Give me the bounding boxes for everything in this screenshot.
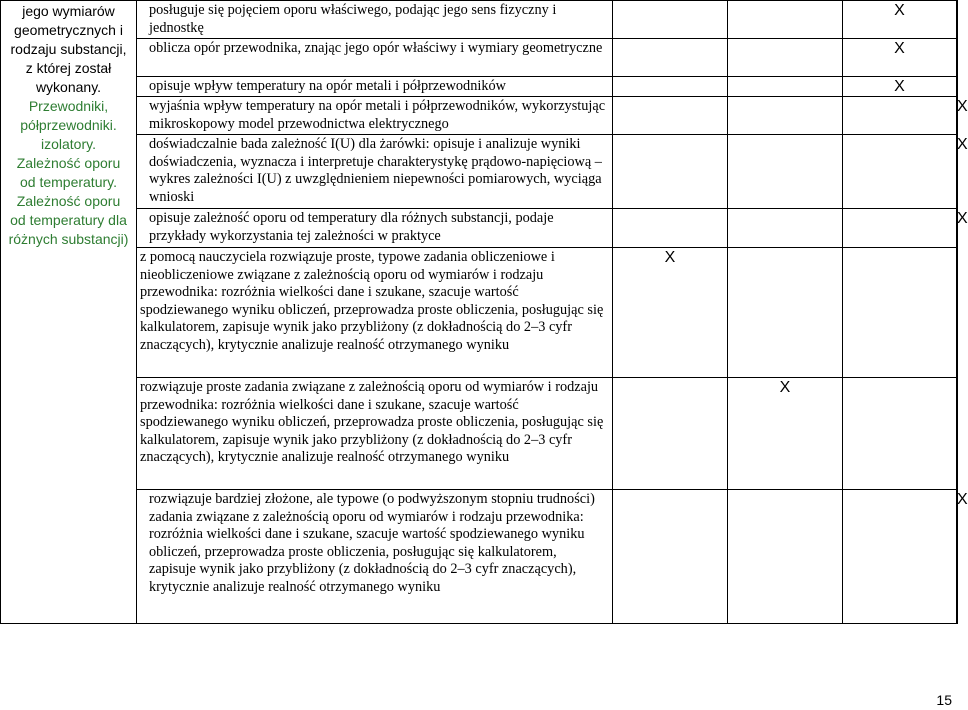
level-cell-1 xyxy=(613,209,728,248)
level-cell-3 xyxy=(843,248,957,378)
level-cell-2 xyxy=(728,248,843,378)
level-cell-1 xyxy=(613,378,728,490)
table-row xyxy=(1,378,958,490)
topic-line-highlighted: izolatory. xyxy=(41,136,96,152)
level-cell-1 xyxy=(613,490,728,624)
level-cell-3: X xyxy=(843,1,957,39)
table-row xyxy=(1,490,958,624)
topic-line-highlighted: różnych substancji) xyxy=(8,231,129,247)
level-cell-3 xyxy=(843,490,957,624)
topic-line: geometrycznych i xyxy=(14,22,123,38)
level-cell-1 xyxy=(613,135,728,209)
topic-line-highlighted: Zależność oporu xyxy=(16,155,121,171)
requirement-text: oblicza opór przewodnika, znając jego opór właściwy i wymiary geometryczne xyxy=(137,39,613,77)
topic-line-highlighted: od temperatury. xyxy=(19,174,117,190)
topic-line: jego wymiarów xyxy=(22,3,115,19)
topic-line: z której został xyxy=(25,60,112,76)
table-row xyxy=(1,97,958,135)
level-cell-4: X xyxy=(957,209,958,248)
level-cell-1: X xyxy=(613,248,728,378)
level-cell-1 xyxy=(613,77,728,97)
topic-cell xyxy=(1,1,137,624)
level-cell-2 xyxy=(728,490,843,624)
requirement-text: z pomocą nauczyciela rozwiązuje proste, typowe zadania obliczeniowe i nieobliczeniowe związane z zależnością oporu od wymiarów i rodzaju przewodnika: rozróżnia wielkości dane i szukane, szacuje wartość spodziewanego wyniku obliczeń, przeprowadza proste obliczenia, posługując się kalkulatorem, zapisuje wynik jako przybliżony (z dokładnością do 2–3 cyfr znaczących), krytycznie analizuje realność otrzymanego wyniku xyxy=(137,248,613,378)
level-cell-2 xyxy=(728,135,843,209)
topic-line: rodzaju substancji, xyxy=(10,41,127,57)
level-cell-3 xyxy=(843,209,957,248)
level-cell-1 xyxy=(613,97,728,135)
level-cell-4: X xyxy=(957,97,958,135)
requirement-text: posługuje się pojęciem oporu właściwego, podając jego sens fizyczny i jednostkę xyxy=(137,1,613,39)
level-cell-4 xyxy=(957,248,958,378)
table-row xyxy=(1,135,958,209)
requirements-table-body xyxy=(1,1,968,624)
level-cell-4 xyxy=(957,39,958,77)
level-cell-3 xyxy=(843,378,957,490)
level-cell-1 xyxy=(613,1,728,39)
requirement-text: opisuje zależność oporu od temperatury dla różnych substancji, podaje przykłady wykorzystania tej zależności w praktyce xyxy=(137,209,613,248)
requirement-text: wyjaśnia wpływ temperatury na opór metali i półprzewodników, wykorzystując mikroskopowy model przewodnictwa elektrycznego xyxy=(137,97,613,135)
level-cell-4 xyxy=(957,77,958,97)
requirement-text: rozwiązuje bardziej złożone, ale typowe (o podwyższonym stopniu trudności) zadania związane z zależnością oporu od wymiarów i rodzaju przewodnika: rozróżnia wielkości dane i szukane, szacuje wartość spodziewanego wyniku obliczeń, przeprowadza proste obliczenia, posługując się kalkulatorem, zapisuje wynik jako przybliżony (z dokładnością do 2–3 cyfr znaczących), krytycznie analizuje realność otrzymanego wyniku xyxy=(137,490,613,624)
level-cell-3: X xyxy=(843,77,957,97)
level-cell-2 xyxy=(728,77,843,97)
topic-line-highlighted: półprzewodniki. xyxy=(20,117,117,133)
level-cell-2 xyxy=(728,39,843,77)
topic-line-highlighted: Przewodniki, xyxy=(28,98,109,114)
level-cell-3: X xyxy=(843,39,957,77)
requirement-text: rozwiązuje proste zadania związane z zależnością oporu od wymiarów i rodzaju przewodnika: rozróżnia wielkości dane i szukane, szacuje wartość spodziewanego wyniku obliczeń, przeprowadza proste obliczenia, posługując się kalkulatorem, zapisuje wynik jako przybliżony (z dokładnością do 2–3 cyfr znaczących), krytycznie analizuje realność otrzymanego wyniku xyxy=(137,378,613,490)
requirement-text: opisuje wpływ temperatury na opór metali i półprzewodników xyxy=(137,77,613,97)
requirement-text: doświadczalnie bada zależność I(U) dla żarówki: opisuje i analizuje wyniki doświadczenia, wyznacza i interpretuje charakterystykę prądowo-napięciową – wykres zależności I(U) z uwzględnieniem niepewności pomiarowych, wyciąga wnioski xyxy=(137,135,613,209)
topic-line-highlighted: Zależność oporu xyxy=(16,193,121,209)
level-cell-4 xyxy=(957,1,958,39)
table-row xyxy=(1,39,958,77)
table-row xyxy=(1,248,958,378)
table-row xyxy=(1,77,958,97)
level-cell-4 xyxy=(957,378,958,490)
level-cell-2 xyxy=(728,97,843,135)
level-cell-4: X xyxy=(957,135,958,209)
level-cell-2 xyxy=(728,209,843,248)
level-cell-1 xyxy=(613,39,728,77)
level-cell-2 xyxy=(728,1,843,39)
topic-line-highlighted: od temperatury dla xyxy=(10,212,127,228)
level-cell-2: X xyxy=(728,378,843,490)
page-number: 15 xyxy=(936,692,952,708)
level-cell-4: X xyxy=(957,490,958,624)
table-row xyxy=(1,1,958,39)
table-row xyxy=(1,209,958,248)
level-cell-3 xyxy=(843,135,957,209)
level-cell-3 xyxy=(843,97,957,135)
topic-line: wykonany. xyxy=(35,79,102,95)
